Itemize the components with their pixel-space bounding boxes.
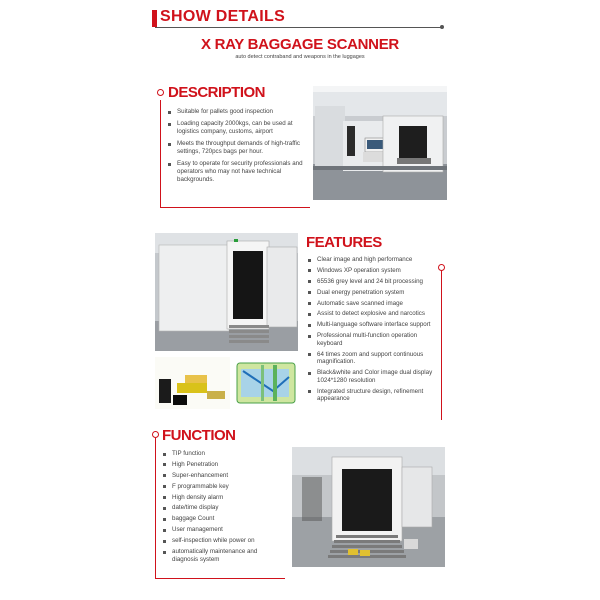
list-item: TIP function <box>163 450 283 458</box>
list-item: User management <box>163 526 283 534</box>
list-item: Dual energy penetration system <box>308 289 442 297</box>
list-item: F programmable key <box>163 483 283 491</box>
header-accent-bar <box>152 10 157 27</box>
list-item: Meets the throughput demands of high-traffic settings, 720pcs bags per hour. <box>168 140 310 156</box>
list-item: date/time display <box>163 504 283 512</box>
scanner-side-photo <box>155 233 298 351</box>
list-item: Suitable for pallets good inspection <box>168 108 310 116</box>
list-item: Clear image and high performance <box>308 256 442 264</box>
product-subtitle: auto detect contraband and weapons in the luggages <box>235 54 365 60</box>
features-list <box>308 256 442 403</box>
list-item: Super-enhancement <box>163 472 283 480</box>
function-vertical-line <box>155 438 156 578</box>
list-item: High Penetration <box>163 461 283 469</box>
scanner-front-photo <box>292 447 445 567</box>
function-horizontal-line <box>155 578 285 579</box>
list-item: Easy to operate for security professionals and operators who may not have technical backgrounds. <box>168 160 310 184</box>
list-item: Professional multi-function operation keyboard <box>308 332 442 347</box>
scanner-warehouse-photo <box>313 86 447 200</box>
list-item: Loading capacity 2000kgs, can be used at logistics company, customs, airport <box>168 120 310 136</box>
list-item: baggage Count <box>163 515 283 523</box>
list-item: Assist to detect explosive and narcotics <box>308 310 442 318</box>
header-divider <box>155 27 442 28</box>
section-header-title: SHOW DETAILS <box>160 8 286 25</box>
function-list <box>163 450 283 563</box>
function-ring-marker <box>152 431 159 438</box>
description-vertical-line <box>160 100 161 208</box>
list-item: automatically maintenance and diagnosis system <box>163 548 283 563</box>
function-title: FUNCTION <box>162 427 236 444</box>
header-divider-dot <box>440 25 444 29</box>
list-item: self-inspection while power on <box>163 537 283 545</box>
product-title: X RAY BAGGAGE SCANNER <box>201 36 399 53</box>
list-item: Windows XP operation system <box>308 267 442 275</box>
description-title: DESCRIPTION <box>168 84 266 101</box>
xray-image-photo-2 <box>233 357 298 409</box>
list-item: Multi-language software interface support <box>308 321 442 329</box>
list-item: Automatic save scanned image <box>308 300 442 308</box>
list-item: 65536 grey level and 24 bit processing <box>308 278 442 286</box>
xray-image-photo-1 <box>155 357 230 409</box>
list-item: 64 times zoom and support continuous magnification. <box>308 351 442 366</box>
list-item: Black&white and Color image dual display 1024*1280 resolution <box>308 369 442 384</box>
description-ring-marker <box>157 89 164 96</box>
list-item: High density alarm <box>163 494 283 502</box>
description-list <box>168 108 310 184</box>
list-item: Integrated structure design, refinement appearance <box>308 388 442 403</box>
features-title: FEATURES <box>306 234 382 251</box>
description-horizontal-line <box>160 207 310 208</box>
